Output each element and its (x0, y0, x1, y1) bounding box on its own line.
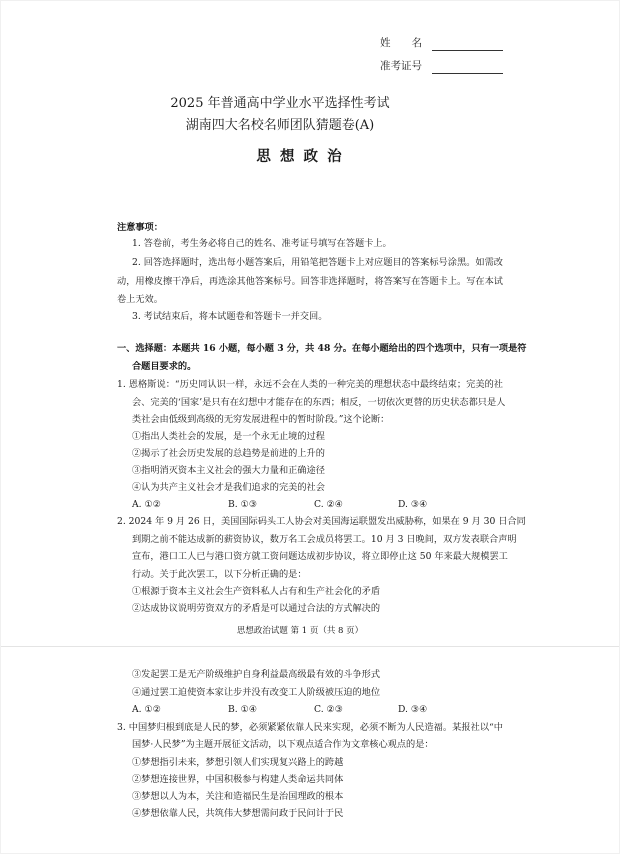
question-3-stem: 国梦·人民梦”为主题开展征文活动，以下观点适合作为文章核心观点的是： (132, 739, 434, 750)
question-2-option: ④通过罢工迫使资本家让步并没有改变工人阶级被压迫的地位 (132, 687, 381, 698)
question-2-choice-d: D. ③④ (398, 704, 428, 715)
question-1-stem: 1. 恩格斯说：“历史同认识一样，永远不会在人类的一种完美的理想状态中最终结束；完美的社 (117, 379, 503, 390)
question-3-option: ④梦想依靠人民，共筑伟大梦想需问政于民问计于民 (132, 808, 344, 819)
question-1-choice-c: C. ②④ (314, 499, 344, 510)
question-2-choice-c: C. ②③ (314, 704, 344, 715)
question-2-option: ①根源于资本主义社会生产资料私人占有和生产社会化的矛盾 (132, 586, 381, 597)
question-3-option: ①梦想指引未来，梦想引领人们实现复兴路上的跨越 (132, 757, 344, 768)
question-1-option: ②揭示了社会历史发展的总趋势是前进的上升的 (132, 448, 325, 459)
question-2-choice-a: A. ①② (132, 704, 161, 715)
note-line: 2. 回答选择题时，选出每小题答案后，用铅笔把答题卡上对应题目的答案标号涂黑。如需改 (132, 257, 503, 268)
question-3-option: ③梦想以人为本，关注和造福民生是治国理政的根本 (132, 791, 344, 802)
name-label: 姓 名 (380, 37, 422, 49)
question-2-option: ②达成协议说明劳资双方的矛盾是可以通过合法的方式解决的 (132, 603, 381, 614)
question-1-option: ④认为共产主义社会才是我们追求的完美的社会 (132, 482, 325, 493)
question-1-stem: 会、完美的‘国家’是只有在幻想中才能存在的东西；相反，一切依次更替的历史状态都只是人 (132, 397, 506, 408)
note-line: 1. 答卷前，考生务必将自己的姓名、准考证号填写在答题卡上。 (132, 238, 392, 249)
note-line: 卷上无效。 (117, 294, 163, 305)
question-2-choice-b: B. ①④ (228, 704, 258, 715)
question-3-option: ②梦想连接世界，中国积极参与构建人类命运共同体 (132, 774, 344, 785)
page-separator (0, 646, 620, 647)
page-footer: 思想政治试题 第 1 页（共 8 页） (236, 626, 364, 636)
question-2-stem: 到期之前不能达成新的薪资协议，数万名工会成员将罢工。10 月 3 日晚间，双方发表联合声明 (132, 534, 517, 545)
exam-number-label: 准考证号 (380, 60, 422, 72)
question-1-option: ③指明消灭资本主义社会的强大力量和正确途径 (132, 465, 325, 476)
question-2-stem: 宣布，港口工人已与港口资方就工资问题达成初步协议，将立即停止这 50 年来最大规模罢工 (132, 551, 508, 562)
notes-heading: 注意事项： (117, 222, 163, 233)
question-1-choice-b: B. ①③ (228, 499, 258, 510)
question-1-option: ①指出人类社会的发展，是一个永无止境的过程 (132, 431, 325, 442)
question-2-stem: 2. 2024 年 9 月 26 日，美国国际码头工人协会对美国海运联盟发出威胁称，如果在 9 月 30 日合同 (117, 516, 526, 527)
note-line: 3. 考试结束后，将本试题卷和答题卡一并交回。 (132, 311, 328, 322)
question-1-choice-a: A. ①② (132, 499, 161, 510)
question-1-stem: 类社会由低级到高级的无穷发展进程中的暂时阶段。”这个论断： (132, 414, 390, 425)
note-line: 动，用橡皮擦干净后，再选涂其他答案标号。回答非选择题时，将答案写在答题卡上。写在本试 (117, 276, 503, 287)
exam-title: 2025 年普通高中学业水平选择性考试 (170, 96, 390, 111)
section-heading-cont: 合题目要求的。 (132, 361, 197, 372)
question-2-option: ③发起罢工是无产阶级维护自身利益最高级最有效的斗争形式 (132, 669, 381, 680)
question-1-choice-d: D. ③④ (398, 499, 428, 510)
exam-subtitle: 湖南四大名校名师团队猜题卷(A) (185, 118, 375, 133)
section-heading: 一、选择题：本题共 16 小题，每小题 3 分，共 48 分。在每小题给出的四个选项中，只有一项是符 (117, 343, 527, 354)
subject-title: 思 想 政 治 (256, 148, 344, 165)
name-field-line[interactable] (432, 50, 503, 51)
exam-number-field-line[interactable] (432, 73, 503, 74)
question-2-stem: 行动。关于此次罢工，以下分析正确的是： (132, 569, 307, 580)
question-3-stem: 3. 中国梦归根到底是人民的梦，必须紧紧依靠人民来实现，必须不断为人民造福。某报社以“中 (117, 722, 503, 733)
